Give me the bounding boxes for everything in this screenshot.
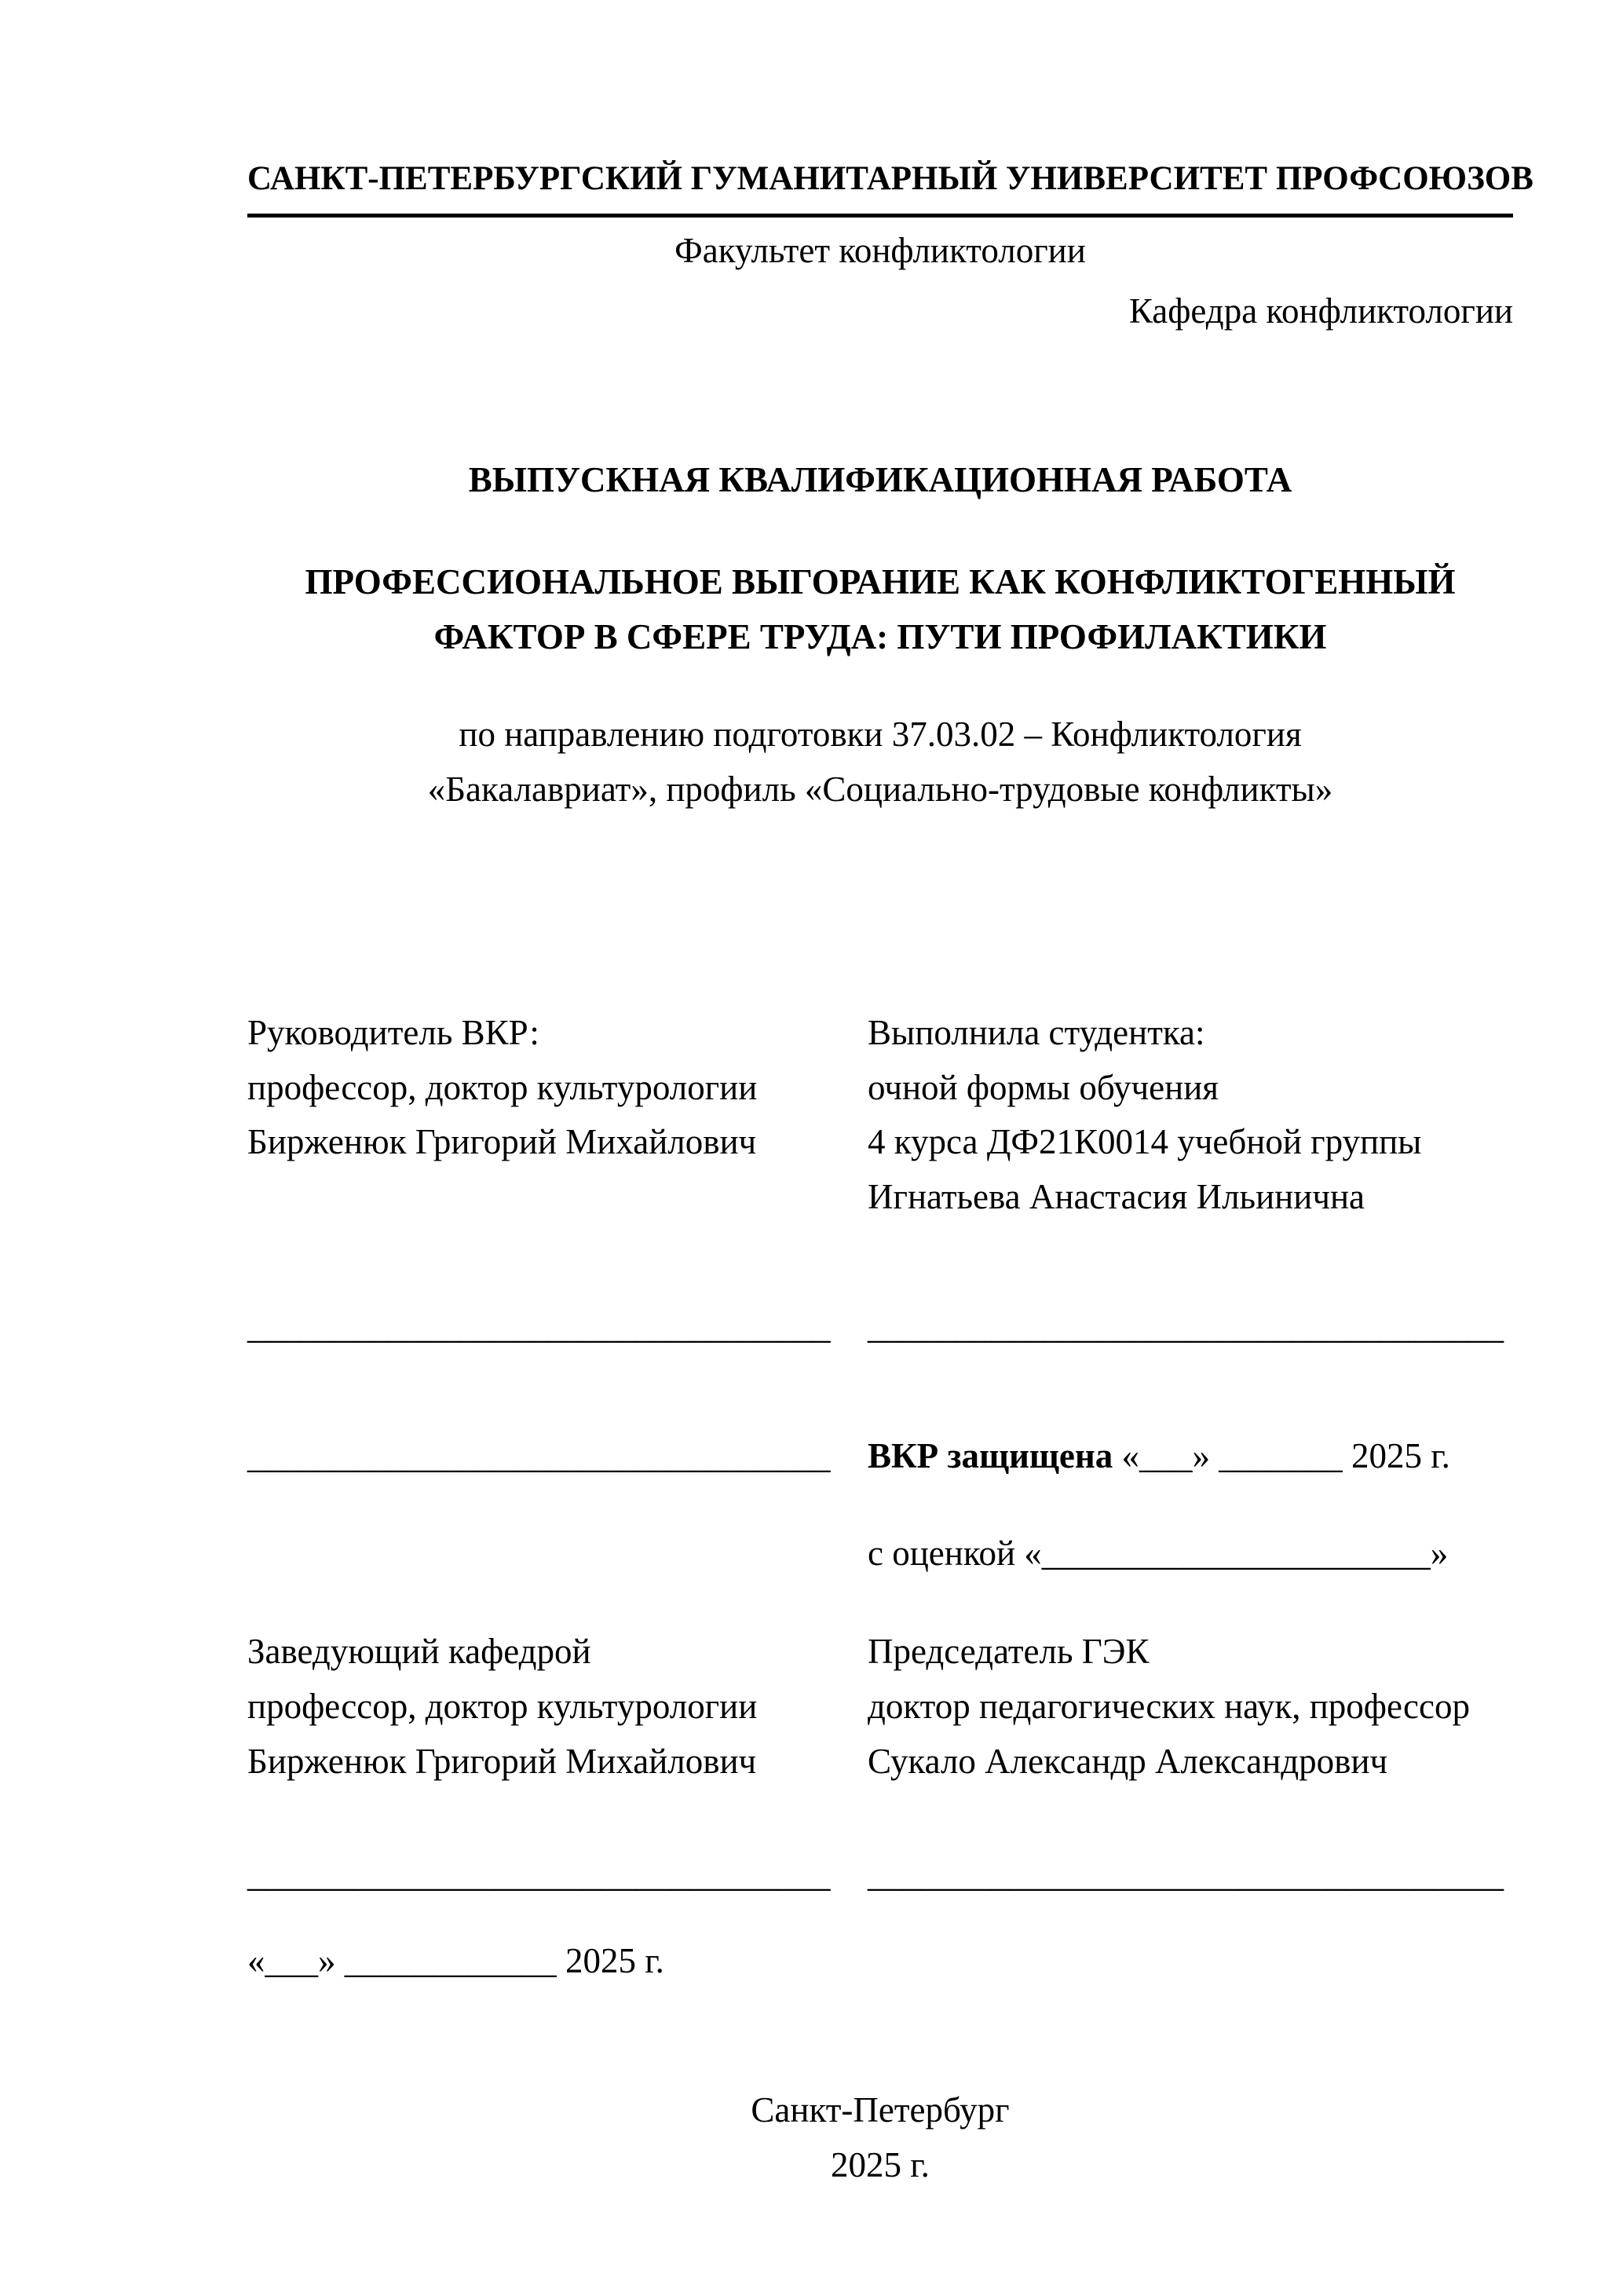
work-type-title: ВЫПУСКНАЯ КВАЛИФИКАЦИОННАЯ РАБОТА — [468, 460, 1292, 500]
head-role: Заведующий кафедрой — [247, 1632, 591, 1672]
thesis-title-line1: ПРОФЕССИОНАЛЬНОЕ ВЫГОРАНИЕ КАК КОНФЛИКТОГЕННЫЙ — [305, 561, 1456, 601]
head-signature-line: _________________________________ — [247, 1855, 831, 1895]
footer-year: 2025 г. — [831, 2144, 930, 2184]
gec-chair-name: Сукало Александр Александрович — [868, 1741, 1388, 1781]
student-group: 4 курса ДФ21К0014 учебной группы — [868, 1122, 1422, 1162]
gec-chair-block — [868, 1625, 1513, 1789]
supervisor-block — [247, 1006, 868, 1170]
document-header — [247, 153, 1533, 339]
thesis-title-line2: ФАКТОР В СФЕРЕ ТРУДА: ПУТИ ПРОФИЛАКТИКИ — [433, 616, 1327, 656]
student-block — [868, 1006, 1513, 1225]
defended-line — [868, 1429, 1513, 1484]
university-name: САНКТ-ПЕТЕРБУРГСКИЙ ГУМАНИТАРНЫЙ УНИВЕРСИТЕТ ПРОФСОЮЗОВ — [247, 153, 1513, 218]
faculty-name: Факультет конфликтологии — [674, 230, 1086, 270]
gec-chair-role: Председатель ГЭК — [868, 1632, 1150, 1672]
supervisor-role: Руководитель ВКР: — [247, 1012, 539, 1052]
program-line2: «Бакалавриат», профиль «Социально-трудовые конфликты» — [427, 770, 1333, 810]
supervisor-name: Бирженюк Григорий Михайлович — [247, 1122, 757, 1162]
gec-chair-degree: доктор педагогических наук, профессор — [868, 1686, 1470, 1726]
student-study-form: очной формы обучения — [868, 1067, 1219, 1107]
supervisor-degree: профессор, доктор культурологии — [247, 1067, 758, 1107]
defended-date-blank: «___» _______ 2025 г. — [1113, 1435, 1450, 1475]
grade-line: с оценкой «______________________» — [868, 1534, 1449, 1574]
head-name: Бирженюк Григорий Михайлович — [247, 1741, 757, 1781]
department-name: Кафедра конфликтологии — [1128, 291, 1513, 331]
supervisor-signature-line-2: _________________________________ — [247, 1435, 831, 1475]
student-signature-line: ____________________________________ — [868, 1306, 1504, 1346]
student-role: Выполнила студентка: — [868, 1012, 1205, 1052]
empty-cell — [247, 1526, 868, 1527]
program-line1: по направлению подготовки 37.03.02 – Конфликтология — [459, 715, 1302, 755]
footer-city: Санкт-Петербург — [751, 2089, 1010, 2130]
thesis-title — [247, 555, 1513, 665]
footer — [247, 2083, 1513, 2193]
signature-section — [247, 1006, 1513, 1989]
program-info — [247, 707, 1513, 817]
student-name: Игнатьева Анастасия Ильинична — [868, 1177, 1365, 1217]
supervisor-signature-line-1: _________________________________ — [247, 1306, 831, 1346]
head-date-line: «___» ____________ 2025 г. — [247, 1941, 664, 1981]
gec-chair-signature-line: ____________________________________ — [868, 1855, 1504, 1895]
defended-label: ВКР защищена — [868, 1435, 1113, 1475]
head-degree: профессор, доктор культурологии — [247, 1686, 758, 1726]
head-of-department-block — [247, 1625, 868, 1789]
empty-cell — [868, 1934, 1513, 1935]
